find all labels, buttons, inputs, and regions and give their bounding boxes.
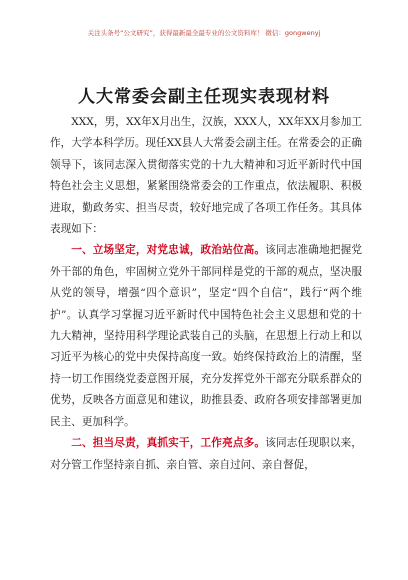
intro-paragraph: XXX，男，XX年X月出生，汉族，XXX人，XX年XX月参加工作，大学本科学历。现任XX县人大常委会副主任。在常委会的正确领导下，该同志深入贯彻落实党的十九大精神和习近平新时代中国特色社会主义思想，紧紧围绕常委会的工作重点，依法履职、积极进取，勤政务实、担当尽责，较好地完成了各项工作任务。其具体表现如下： (50, 116, 362, 236)
document-body (50, 112, 362, 476)
section-1-paragraph (50, 240, 362, 433)
source-banner: 关注头条号“公文研究”，获得最新最全最专业的公文资料库！ 微信：gongwenyj (87, 29, 321, 37)
section-2-heading: 二、担当尽责，真抓实干，工作亮点多。 (71, 437, 266, 450)
section-1-heading: 一、立场坚定，对党忠诚，政治站位高。 (71, 244, 266, 257)
section-2-paragraph (50, 433, 362, 476)
section-1-text: 该同志准确地把握党外干部的角色，牢固树立党外干部同样是党的干部的观点，坚决服从党的领导，增强“四个意识”，坚定“四个自信”，践行“两个维护”。认真学习掌握习近平新时代中国特色社会主义思想和党的十九大精神，坚持用科学理论武装自己的头脑，在思想上行动上和以习近平为核心的党中央保持高度一致。始终保持政治上的清醒，坚持一切工作围绕党委意图开展，充分发挥党外干部充分联系群众的优势，反映各方面意见和建议，助推县委、政府各项安排部署更加民主、更加科学。 (50, 244, 363, 428)
document-title: 人大常委会副主任现实表现材料 (78, 87, 330, 107)
section-2-text: 该同志任现职以来，对分管工作坚持亲自抓、亲自管、亲自过问、亲自督促， (50, 437, 363, 471)
